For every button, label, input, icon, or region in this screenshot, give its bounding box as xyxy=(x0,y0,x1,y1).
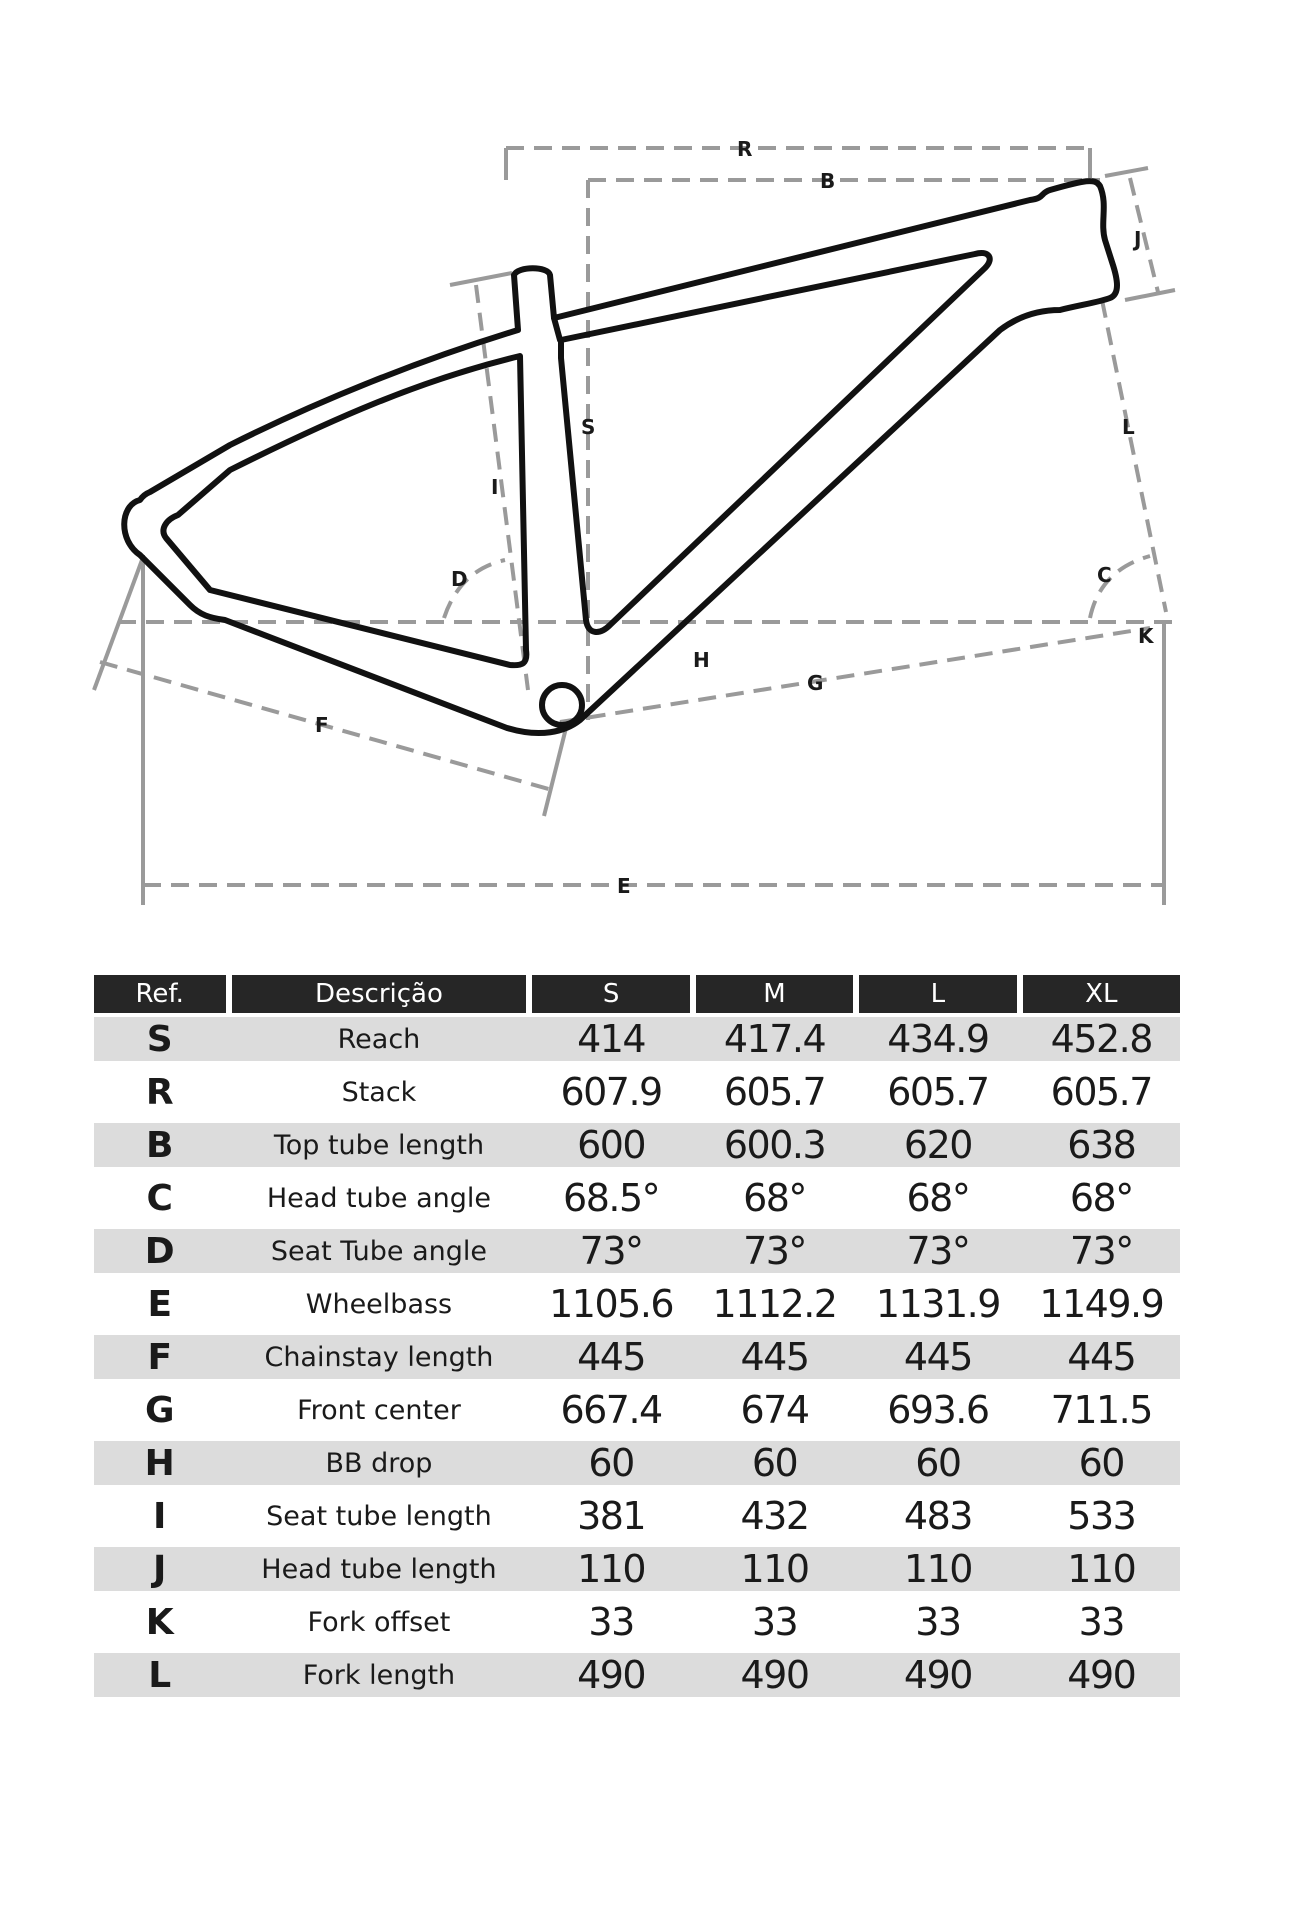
row-value-m: 33 xyxy=(751,1600,798,1644)
table-row xyxy=(94,1547,1180,1591)
row-ref: B xyxy=(146,1124,174,1166)
row-value-m: 73° xyxy=(743,1229,806,1273)
row-value-s: 600 xyxy=(577,1123,646,1167)
row-value-xl: 452.8 xyxy=(1050,1017,1152,1061)
row-ref: I xyxy=(153,1495,167,1537)
table-row xyxy=(94,1061,1180,1123)
row-value-l: 490 xyxy=(903,1653,972,1697)
row-ref: S xyxy=(146,1018,173,1060)
row-description: Fork length xyxy=(302,1659,456,1691)
row-value-s: 1105.6 xyxy=(549,1282,674,1326)
row-value-l: 693.6 xyxy=(887,1388,989,1432)
row-value-l: 605.7 xyxy=(887,1070,989,1114)
label-D: D xyxy=(451,567,468,591)
row-value-s: 60 xyxy=(588,1441,634,1485)
row-ref: J xyxy=(153,1548,167,1590)
row-ref: R xyxy=(145,1071,174,1113)
row-ref: L xyxy=(148,1654,172,1696)
table-row xyxy=(94,1379,1180,1441)
row-value-xl: 60 xyxy=(1078,1441,1124,1485)
label-I: I xyxy=(491,475,499,499)
header-size-s: S xyxy=(532,975,689,1013)
row-value-xl: 533 xyxy=(1067,1494,1136,1538)
table-row xyxy=(94,1653,1180,1697)
row-value-s: 667.4 xyxy=(560,1388,662,1432)
row-value-xl: 33 xyxy=(1078,1600,1124,1644)
row-value-m: 432 xyxy=(740,1494,809,1538)
row-value-xl: 605.7 xyxy=(1050,1070,1152,1114)
geometry-table xyxy=(94,975,1180,1697)
row-value-m: 445 xyxy=(740,1335,809,1379)
row-description: Wheelbass xyxy=(305,1288,453,1320)
row-value-xl: 68° xyxy=(1069,1176,1133,1220)
row-ref: G xyxy=(144,1389,175,1431)
header-size-xl: XL xyxy=(1023,975,1180,1013)
row-value-m: 605.7 xyxy=(723,1070,826,1114)
row-value-m: 490 xyxy=(740,1653,809,1697)
row-ref: C xyxy=(146,1177,173,1219)
row-value-l: 110 xyxy=(903,1547,972,1591)
label-S: S xyxy=(581,415,596,439)
row-ref: K xyxy=(145,1601,174,1643)
row-value-l: 445 xyxy=(903,1335,972,1379)
row-value-l: 483 xyxy=(903,1494,972,1538)
dimension-labels xyxy=(315,137,1155,898)
row-description: Head tube angle xyxy=(266,1182,491,1214)
frame-outline xyxy=(124,181,1117,733)
header-description: Descrição xyxy=(232,975,527,1013)
table-row xyxy=(94,1485,1180,1547)
label-E: E xyxy=(617,874,631,898)
row-description: Top tube length xyxy=(273,1129,485,1161)
table-row xyxy=(94,1017,1180,1061)
table-row xyxy=(94,1441,1180,1485)
row-description: Chainstay length xyxy=(264,1341,494,1373)
row-value-m: 1112.2 xyxy=(712,1282,837,1326)
row-value-m: 110 xyxy=(740,1547,809,1591)
dimension-lines xyxy=(94,148,1175,905)
header-size-m: M xyxy=(696,975,853,1013)
row-value-s: 33 xyxy=(588,1600,634,1644)
table-row xyxy=(94,1335,1180,1379)
row-value-s: 68.5° xyxy=(563,1176,660,1220)
label-L: L xyxy=(1122,415,1135,439)
row-value-s: 490 xyxy=(577,1653,646,1697)
row-value-xl: 638 xyxy=(1067,1123,1136,1167)
row-description: Seat tube length xyxy=(266,1500,492,1532)
row-ref: H xyxy=(144,1442,175,1484)
row-description: Fork offset xyxy=(307,1606,451,1638)
row-value-m: 60 xyxy=(751,1441,798,1485)
row-value-m: 68° xyxy=(743,1176,806,1220)
row-value-s: 381 xyxy=(577,1494,646,1538)
row-ref: F xyxy=(147,1336,173,1378)
header-ref: Ref. xyxy=(94,975,226,1013)
row-value-l: 434.9 xyxy=(887,1017,989,1061)
label-H: H xyxy=(693,648,710,672)
row-description: BB drop xyxy=(325,1447,433,1479)
row-value-xl: 445 xyxy=(1067,1335,1136,1379)
row-value-s: 110 xyxy=(577,1547,646,1591)
row-description: Seat Tube angle xyxy=(270,1235,488,1267)
row-value-s: 73° xyxy=(579,1229,643,1273)
label-K: K xyxy=(1138,624,1154,648)
row-value-l: 60 xyxy=(915,1441,961,1485)
label-J: J xyxy=(1134,227,1142,251)
row-value-xl: 711.5 xyxy=(1050,1388,1152,1432)
row-value-l: 68° xyxy=(906,1176,970,1220)
row-ref: D xyxy=(144,1230,175,1272)
bike-frame-geometry-diagram xyxy=(0,0,1305,940)
row-value-s: 414 xyxy=(577,1017,646,1061)
label-F: F xyxy=(315,713,329,737)
table-row xyxy=(94,1167,1180,1229)
row-value-xl: 490 xyxy=(1067,1653,1136,1697)
row-value-s: 445 xyxy=(577,1335,646,1379)
row-value-l: 620 xyxy=(903,1123,972,1167)
row-value-l: 73° xyxy=(906,1229,970,1273)
row-value-xl: 1149.9 xyxy=(1039,1282,1164,1326)
table-header xyxy=(94,975,1180,1013)
label-C: C xyxy=(1097,563,1112,587)
row-description: Front center xyxy=(297,1394,461,1426)
label-R: R xyxy=(737,137,753,161)
row-value-xl: 73° xyxy=(1069,1229,1133,1273)
row-description: Reach xyxy=(337,1023,421,1055)
row-value-s: 607.9 xyxy=(560,1070,662,1114)
row-value-m: 600.3 xyxy=(723,1123,826,1167)
row-ref: E xyxy=(147,1283,173,1325)
row-value-l: 33 xyxy=(915,1600,961,1644)
label-G: G xyxy=(807,671,824,695)
table-row xyxy=(94,1229,1180,1273)
row-description: Head tube length xyxy=(261,1553,497,1585)
table-row xyxy=(94,1591,1180,1653)
table-row xyxy=(94,1123,1180,1167)
row-value-l: 1131.9 xyxy=(875,1282,1000,1326)
row-value-xl: 110 xyxy=(1067,1547,1136,1591)
row-description: Stack xyxy=(341,1076,417,1108)
label-B: B xyxy=(820,169,836,193)
table-row xyxy=(94,1273,1180,1335)
header-size-l: L xyxy=(859,975,1016,1013)
row-value-m: 417.4 xyxy=(723,1017,826,1061)
row-value-m: 674 xyxy=(740,1388,809,1432)
